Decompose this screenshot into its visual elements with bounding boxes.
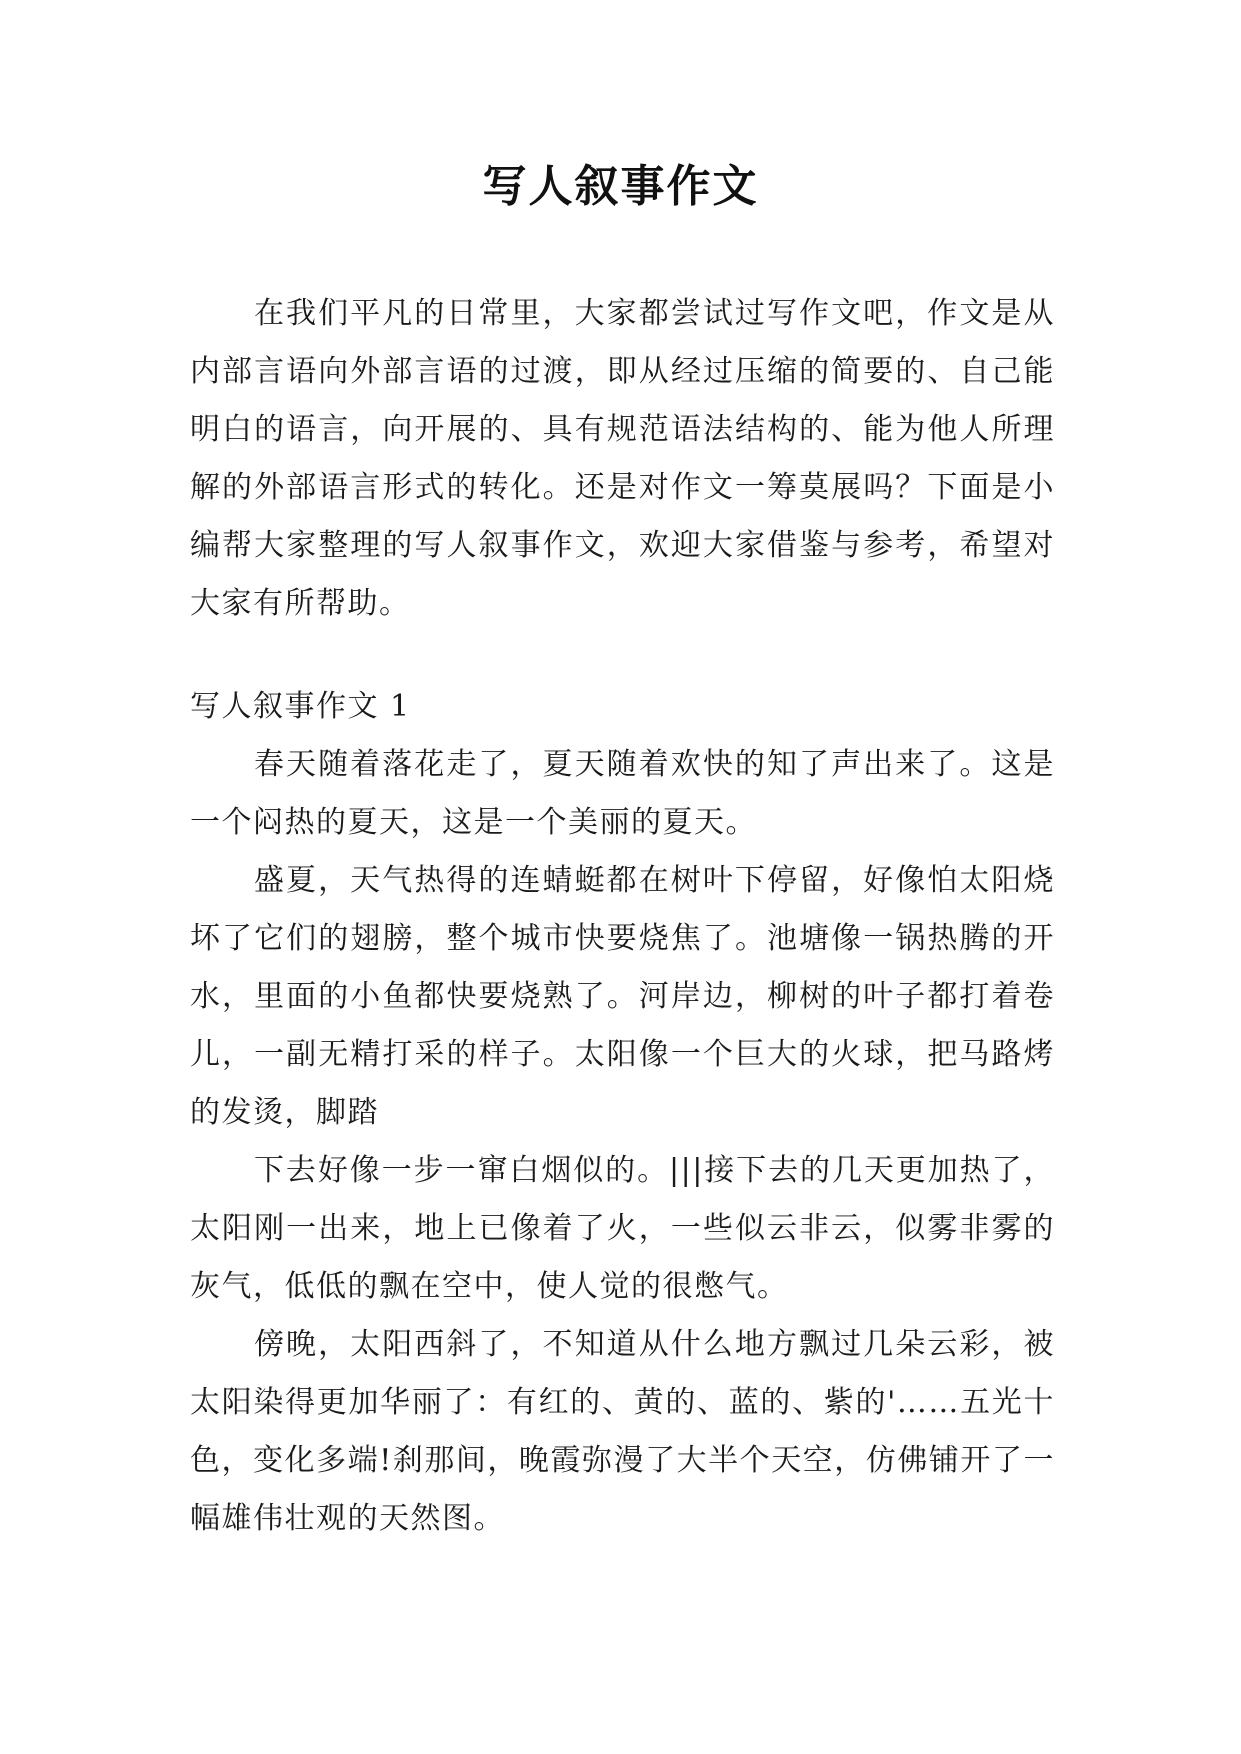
essay-paragraph: 下去好像一步一窜白烟似的。|||接下去的几天更加热了，太阳刚一出来，地上已像着了火，一些似云非云，似雾非雾的灰气，低低的飘在空中，使人觉的很憋气。	[190, 1153, 1055, 1304]
essay-paragraph: 春天随着落花走了，夏天随着欢快的知了声出来了。这是一个闷热的夏天，这是一个美丽的夏天。	[190, 747, 1055, 840]
intro-paragraph: 在我们平凡的日常里，大家都尝试过写作文吧，作文是从内部言语向外部言语的过渡，即从经过压缩的简要的、自己能明白的语言，向开展的、具有规范语法结构的、能为他人所理解的外部语言形式的转化。还是对作文一筹莫展吗？下面是小编帮大家整理的写人叙事作文，欢迎大家借鉴与参考，希望对大家有所帮助。	[190, 296, 1055, 621]
section-heading: 写人叙事作文 1	[190, 689, 411, 724]
essay-paragraph: 盛夏，天气热得的连蜻蜓都在树叶下停留，好像怕太阳烧坏了它们的翅膀，整个城市快要烧焦了。池塘像一锅热腾的开水，里面的小鱼都快要烧熟了。河岸边，柳树的叶子都打着卷儿，一副无精打采的样子。太阳像一个巨大的火球，把马路烤的发烫，脚踏	[190, 863, 1055, 1130]
document-body	[190, 285, 1055, 1548]
section-gap	[190, 633, 1055, 678]
document-title: 写人叙事作文	[482, 161, 759, 212]
essay-paragraph: 傍晚，太阳西斜了，不知道从什么地方飘过几朵云彩，被太阳染得更加华丽了：有红的、黄的、蓝的、紫的'……五光十色，变化多端!刹那间，晚霞弥漫了大半个天空，仿佛铺开了一幅雄伟壮观的天然图。	[190, 1327, 1055, 1536]
